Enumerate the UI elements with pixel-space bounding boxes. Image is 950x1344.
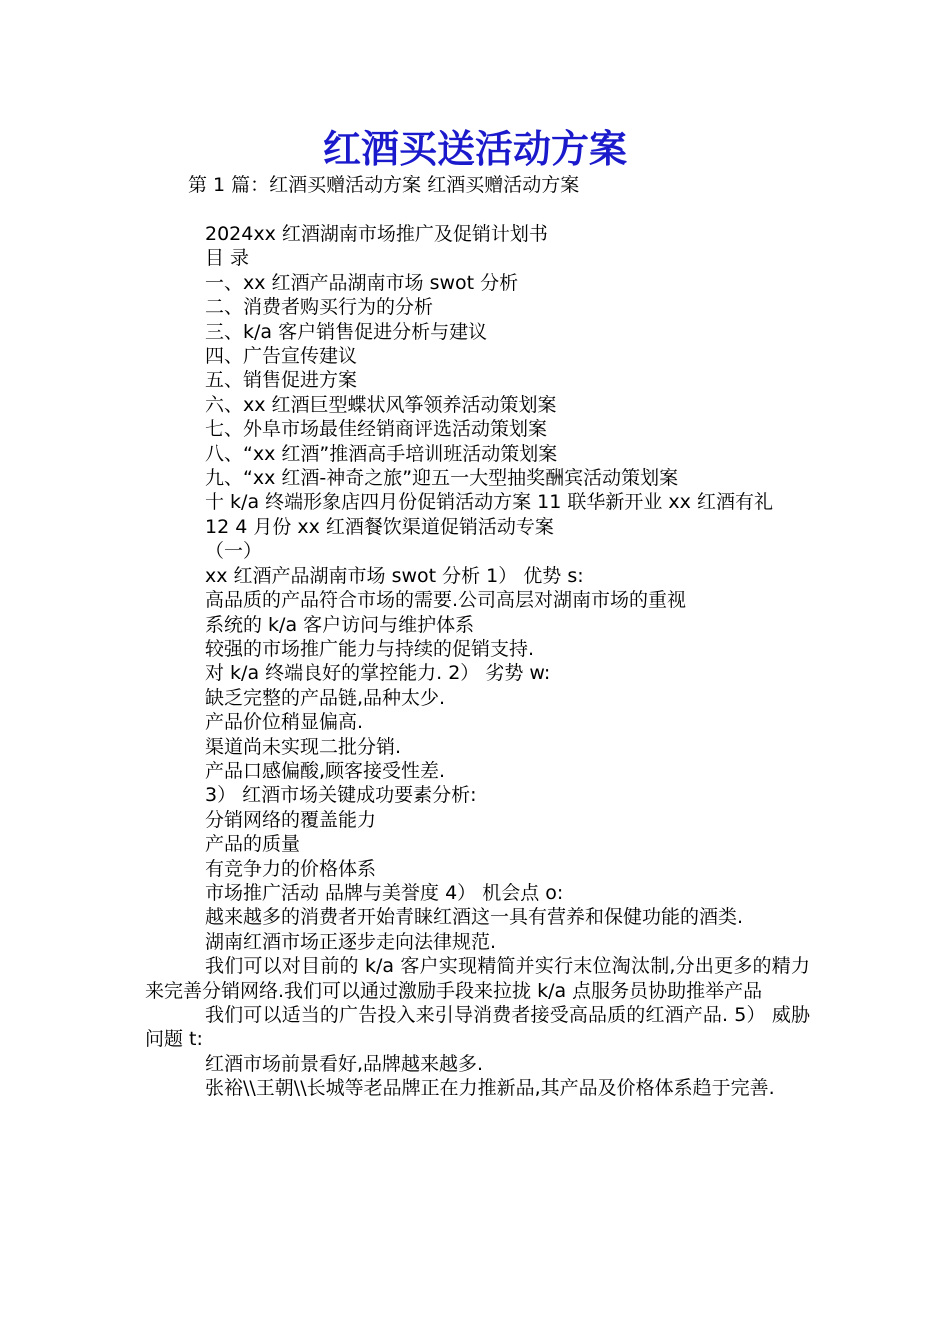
toc-item: 五、销售促进方案	[205, 369, 358, 392]
paragraph: 目 录	[205, 247, 250, 270]
paragraph: 产品价位稍显偏高.	[205, 711, 364, 734]
paragraph: 我们可以对目前的 k/a 客户实现精简并实行末位淘汰制,分出更多的精力来完善分销网络.我们可以通过激励手段来拉拢 k/a 点服务员协助推举产品	[145, 955, 810, 1002]
paragraph: 3） 红酒市场关键成功要素分析:	[205, 784, 477, 807]
paragraph: 产品的质量	[205, 833, 301, 856]
paragraph: 系统的 k/a 客户访问与维护体系	[205, 613, 475, 636]
paragraph: 张裕\\王朝\\长城等老品牌正在力推新品,其产品及价格体系趋于完善.	[205, 1077, 775, 1100]
paragraph: xx 红酒产品湖南市场 swot 分析 1） 优势 s:	[205, 564, 584, 587]
paragraph: （一）	[205, 540, 263, 563]
paragraph: 产品口感偏酸,顾客接受性差.	[205, 759, 446, 782]
paragraph: 较强的市场推广能力与持续的促销支持.	[205, 637, 535, 660]
paragraph: 高品质的产品符合市场的需要.公司高层对湖南市场的重视	[205, 589, 687, 612]
toc-item: 二、消费者购买行为的分析	[205, 296, 434, 319]
toc-item: 四、广告宣传建议	[205, 345, 358, 368]
paragraph: 市场推广活动 品牌与美誉度 4） 机会点 o:	[205, 881, 564, 904]
paragraph: 湖南红酒市场正逐步走向法律规范.	[205, 930, 497, 953]
toc-item: 12 4 月份 xx 红酒餐饮渠道促销活动专案	[205, 515, 554, 538]
toc-item: 七、外阜市场最佳经销商评选活动策划案	[205, 418, 548, 441]
toc-item: 一、xx 红酒产品湖南市场 swot 分析	[205, 271, 519, 294]
toc-item: 三、k/a 客户销售促进分析与建议	[205, 320, 488, 343]
paragraph: 2024xx 红酒湖南市场推广及促销计划书	[205, 223, 548, 245]
paragraph: 我们可以适当的广告投入来引导消费者接受高品质的红酒产品. 5） 威胁问题 t:	[145, 1004, 810, 1051]
paragraph: 越来越多的消费者开始青睐红酒这一具有营养和保健功能的酒类.	[205, 906, 744, 929]
paragraph: 有竞争力的价格体系	[205, 857, 377, 880]
document-body	[145, 222, 810, 1101]
paragraph: 渠道尚未实现二批分销.	[205, 735, 402, 758]
toc-item: 六、xx 红酒巨型蝶状风筝领养活动策划案	[205, 393, 557, 416]
toc-item: 九、“xx 红酒-神奇之旅”迎五一大型抽奖酬宾活动策划案	[205, 467, 679, 490]
document-title: 红酒买送活动方案	[322, 126, 627, 171]
toc-item: 十 k/a 终端形象店四月份促销活动方案 11 联华新开业 xx 红酒有礼	[205, 491, 773, 514]
paragraph: 红酒市场前景看好,品牌越来越多.	[205, 1052, 484, 1075]
paragraph: 分销网络的覆盖能力	[205, 808, 377, 831]
paragraph: 缺乏完整的产品链,品种太少.	[205, 686, 446, 709]
paragraph: 对 k/a 终端良好的掌控能力. 2） 劣势 w:	[205, 662, 551, 685]
toc-item: 八、“xx 红酒”推酒高手培训班活动策划案	[205, 442, 558, 465]
document-subtitle: 第 1 篇：红酒买赠活动方案 红酒买赠活动方案	[188, 174, 580, 196]
